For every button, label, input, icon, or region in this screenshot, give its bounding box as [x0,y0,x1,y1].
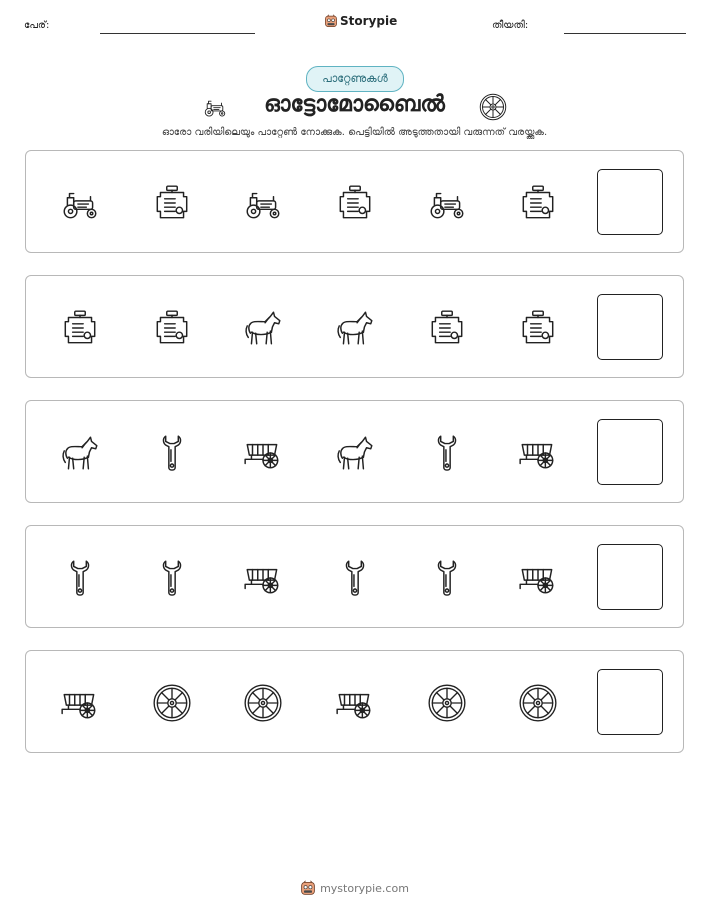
horse-icon [334,307,376,349]
category-badge: പാറ്റേണുകൾ [306,66,404,92]
pattern-row [25,525,684,628]
tractor-icon [242,182,284,224]
engine-icon [59,307,101,349]
wheel-icon [478,92,508,122]
brand [324,14,397,28]
engine-icon [334,182,376,224]
wrench-icon [334,557,376,599]
pattern-item [426,307,468,349]
pattern-item [151,182,193,224]
storypie-logo-icon [300,880,316,896]
engine-icon [151,182,193,224]
date-label: തീയതി: [492,20,529,31]
wheel-icon [426,682,468,724]
engine-icon [151,307,193,349]
pattern-row [25,400,684,503]
pattern-item [426,432,468,474]
engine-icon [517,182,559,224]
cart-icon [334,682,376,724]
pattern-item [151,307,193,349]
pattern-item [242,432,284,474]
tractor-icon [426,182,468,224]
footer [0,880,709,896]
pattern-item [517,307,559,349]
answer-box[interactable] [597,544,663,610]
pattern-item [426,557,468,599]
wrench-icon [151,432,193,474]
pattern-item [59,682,101,724]
pattern-item [426,682,468,724]
pattern-row [25,650,684,753]
pattern-item [151,432,193,474]
cart-icon [59,682,101,724]
answer-box[interactable] [597,669,663,735]
pattern-item [59,557,101,599]
pattern-item [59,432,101,474]
horse-icon [242,307,284,349]
pattern-item [334,432,376,474]
wheel-icon [151,682,193,724]
pattern-item [334,182,376,224]
brand-name: Storypie [340,14,398,28]
wrench-icon [426,557,468,599]
pattern-item [334,557,376,599]
pattern-item [242,307,284,349]
engine-icon [517,307,559,349]
pattern-item [517,432,559,474]
pattern-item [517,557,559,599]
title-row [0,90,709,122]
cart-icon [517,557,559,599]
answer-box[interactable] [597,419,663,485]
pattern-item [242,557,284,599]
page-title: ഓട്ടോമോബൈൽ [264,92,445,117]
engine-icon [426,307,468,349]
answer-box[interactable] [597,169,663,235]
pattern-item [517,682,559,724]
wrench-icon [426,432,468,474]
pattern-item [334,307,376,349]
wrench-icon [151,557,193,599]
pattern-item [426,182,468,224]
pattern-item [151,557,193,599]
wheel-icon [242,682,284,724]
tractor-icon [59,182,101,224]
worksheet-header [0,14,709,38]
name-label: പേര്: [24,20,50,31]
pattern-row [25,150,684,253]
answer-box[interactable] [597,294,663,360]
name-field-line [100,33,255,34]
cart-icon [517,432,559,474]
horse-icon [334,432,376,474]
storypie-logo-icon [324,14,338,28]
pattern-item [334,682,376,724]
wrench-icon [59,557,101,599]
pattern-item [242,682,284,724]
pattern-item [59,182,101,224]
pattern-row [25,275,684,378]
pattern-item [242,182,284,224]
pattern-item [151,682,193,724]
footer-url: mystorypie.com [320,881,409,895]
cart-icon [242,557,284,599]
instructions: ഓരോ വരിയിലെയും പാറ്റേൺ നോക്കുക. പെട്ടിയിൽ അടുത്തതായി വരുന്നത് വരയ്ക്കുക. [161,127,548,138]
horse-icon [59,432,101,474]
date-field-line [564,33,686,34]
pattern-item [59,307,101,349]
pattern-item [517,182,559,224]
wheel-icon [517,682,559,724]
cart-icon [242,432,284,474]
